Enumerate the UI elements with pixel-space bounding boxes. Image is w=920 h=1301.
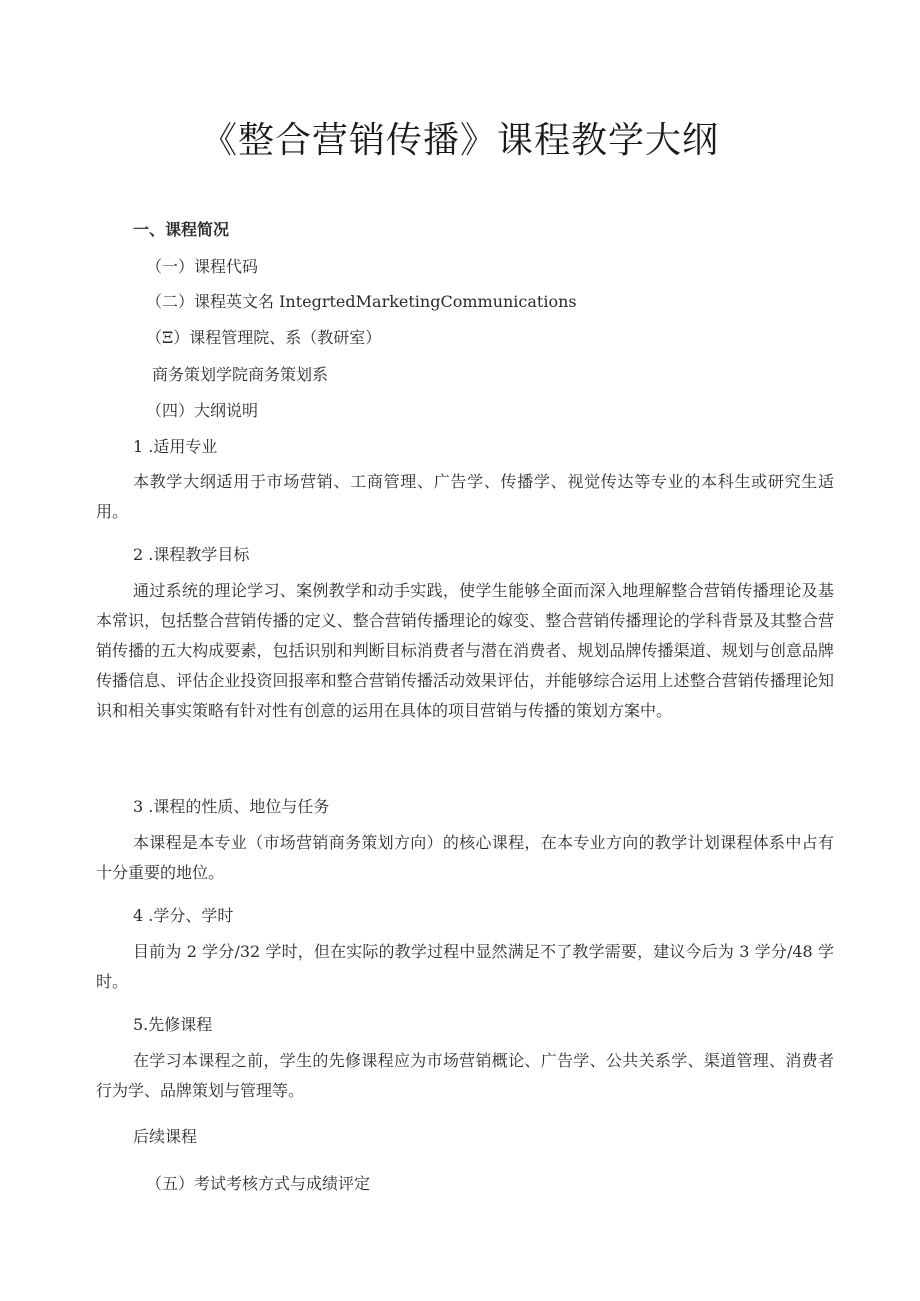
subsection-prerequisites: 5.先修课程 [133,1015,213,1034]
paragraph-credits-hours: 目前为 2 学分/32 学时，但在实际的教学过程中显然满足不了教学需要，建议今后为 3 学分/48 学时。 [96,942,834,991]
subsection-follow-up-courses: 后续课程 [133,1127,198,1146]
document-title: 《整合营销传播》课程教学大纲 [200,120,719,161]
paragraph-teaching-goals: 通过系统的理论学习、案例教学和动手实践，使学生能够全面而深入地理解整合营销传播理论及基本常识，包括整合营销传播的定义、整合营销传播理论的嫁变、整合营销传播理论的学科背景及其整合营销传播的五大构成要素，包括识别和判断目标消费者与潜在消费者、规划品牌传播渠道、规划与创意品牌传播信息、评估企业投资回报率和整合营销传播活动效果评估，并能够综合运用上述整合营销传播理论知识和相关事实策略有针对性有创意的运用在具体的项目营销与传播的策划方案中。 [96,581,834,720]
subsection-course-nature: 3 .课程的性质、地位与任务 [133,797,330,816]
paragraph-course-nature: 本课程是本专业（市场营销商务策划方向）的核心课程，在本专业方向的教学计划课程体系中占有十分重要的地位。 [96,833,834,882]
item-exam-assessment: （五）考试考核方式与成绩评定 [146,1174,371,1193]
subsection-applicable-majors: 1 .适用专业 [133,437,218,456]
section-heading-course-overview: 一、课程简况 [133,220,230,239]
subsection-credits-hours: 4 .学分、学时 [133,906,234,925]
subsection-teaching-goals: 2 .课程教学目标 [133,545,250,564]
department-name: 商务策划学院商务策划系 [152,365,329,384]
item-managing-department: （Ξ）课程管理院、系（教研室） [146,328,382,347]
paragraph-prerequisites: 在学习本课程之前，学生的先修课程应为市场营销概论、广告学、公共关系学、渠道管理、消费者行为学、品牌策划与管理等。 [96,1051,834,1100]
paragraph-applicable-majors: 本教学大纲适用于市场营销、工商管理、广告学、传播学、视觉传达等专业的本科生或研究生适用。 [96,472,834,521]
item-syllabus-description: （四）大纲说明 [146,401,259,420]
item-course-code: （一）课程代码 [146,257,259,276]
item-english-name: （二）课程英文名 IntegrtedMarketingCommunications [146,292,577,311]
